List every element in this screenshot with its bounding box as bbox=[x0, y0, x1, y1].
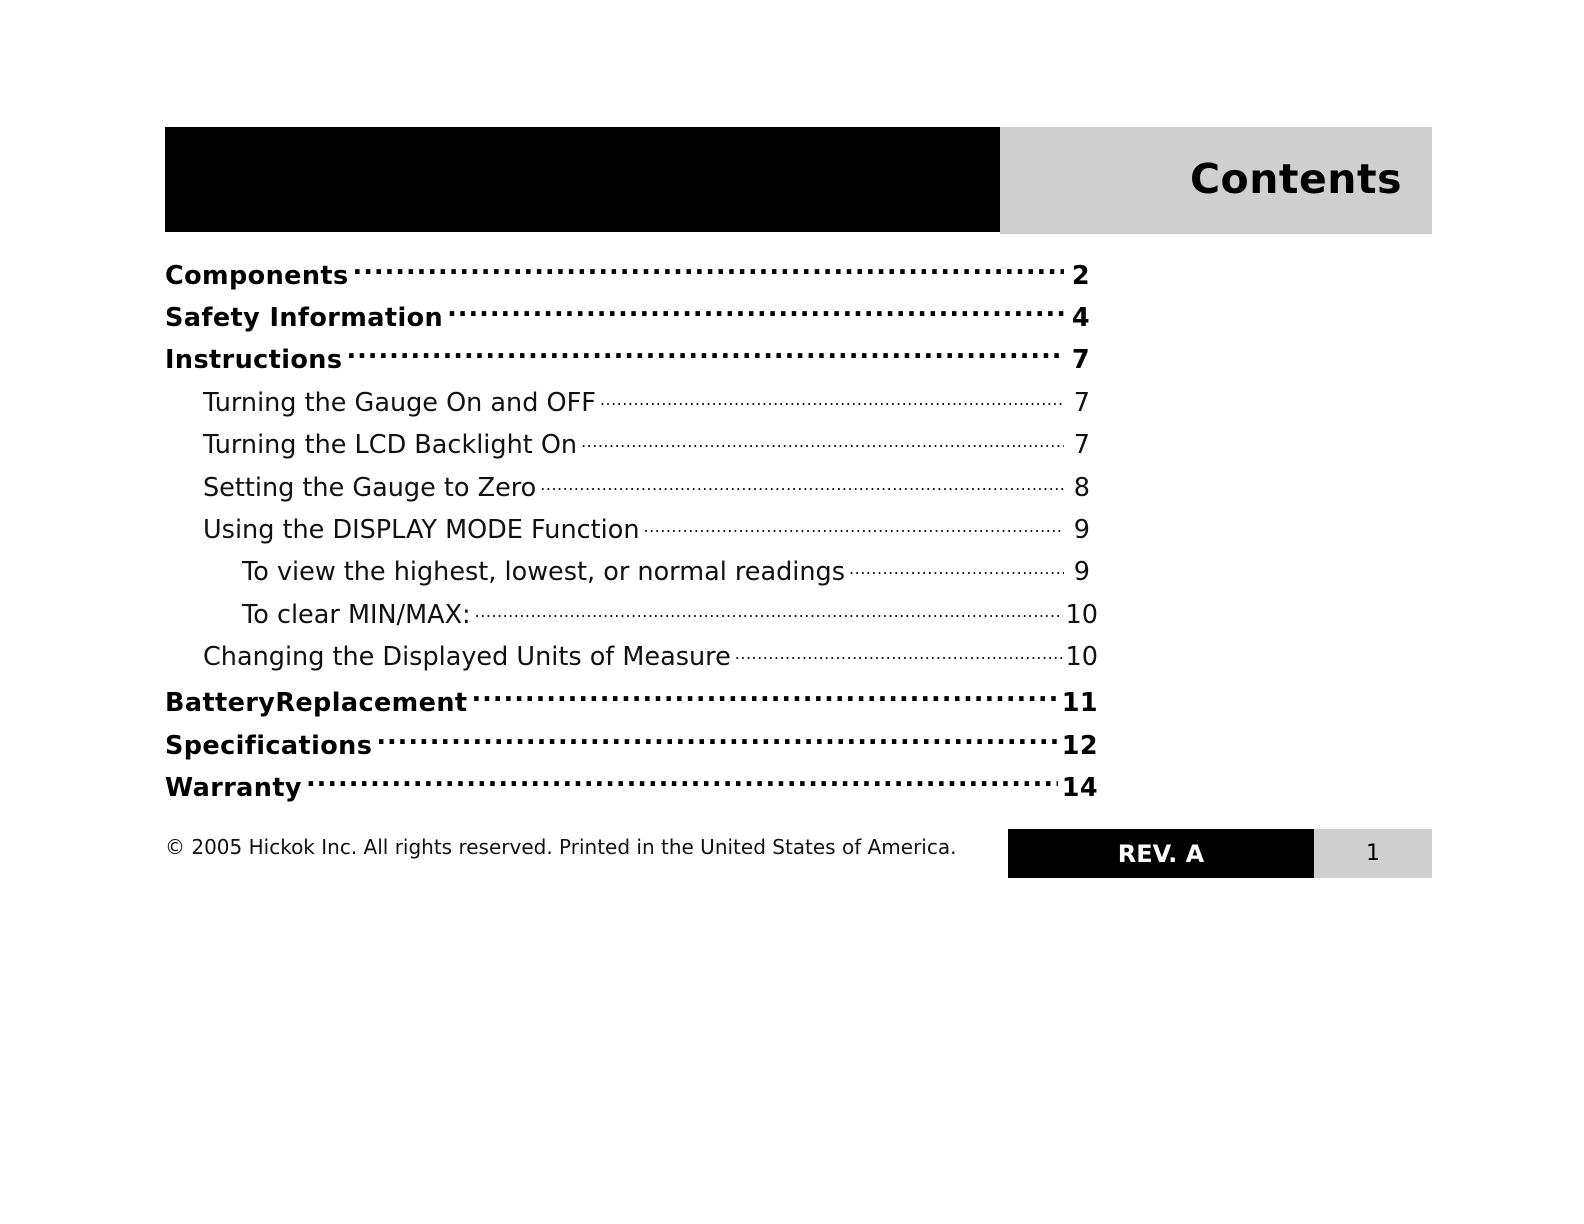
toc-dot-leader bbox=[540, 470, 1064, 496]
toc-entry-label: Using the DISPLAY MODE Function bbox=[203, 514, 640, 545]
toc-entry-page: 14 bbox=[1061, 772, 1098, 803]
toc-entry-instructions[interactable] bbox=[165, 342, 1090, 375]
toc-entry-label: Instructions bbox=[165, 344, 343, 375]
toc-entry-units-of-measure[interactable] bbox=[165, 639, 1098, 672]
toc-dot-leader bbox=[447, 300, 1064, 326]
toc-entry-safety-information[interactable] bbox=[165, 300, 1090, 333]
toc-dot-leader bbox=[581, 427, 1064, 453]
toc-entry-page: 10 bbox=[1065, 599, 1098, 630]
toc-entry-page: 9 bbox=[1073, 514, 1090, 545]
toc-entry-page: 8 bbox=[1073, 472, 1090, 503]
toc-entry-page: 7 bbox=[1073, 429, 1090, 460]
toc-entry-page: 9 bbox=[1073, 556, 1090, 587]
toc-dot-leader bbox=[471, 685, 1057, 711]
toc-entry-view-readings[interactable] bbox=[165, 554, 1090, 587]
toc-entry-label: BatteryReplacement bbox=[165, 687, 468, 718]
toc-entry-label: Specifications bbox=[165, 730, 373, 761]
toc-entry-components[interactable] bbox=[165, 258, 1090, 291]
toc-entry-page: 2 bbox=[1071, 260, 1090, 291]
header-black-bar bbox=[165, 127, 1000, 232]
toc-entry-label: To view the highest, lowest, or normal readings bbox=[242, 556, 846, 587]
toc-entry-display-mode[interactable] bbox=[165, 512, 1090, 545]
toc-entry-label: Safety Information bbox=[165, 302, 444, 333]
toc-dot-leader bbox=[644, 512, 1065, 538]
toc-entry-warranty[interactable] bbox=[165, 770, 1098, 803]
revision-badge: REV. A bbox=[1008, 829, 1314, 878]
toc-entry-label: To clear MIN/MAX: bbox=[242, 599, 471, 630]
toc-entry-label: Turning the LCD Backlight On bbox=[203, 429, 578, 460]
toc-entry-label: Warranty bbox=[165, 772, 302, 803]
toc-dot-leader bbox=[600, 385, 1064, 411]
toc-entry-page: 10 bbox=[1065, 641, 1098, 672]
toc-entry-page: 11 bbox=[1061, 687, 1098, 718]
toc-entry-gauge-zero[interactable] bbox=[165, 470, 1090, 503]
toc-entry-page: 4 bbox=[1071, 302, 1090, 333]
toc-dot-leader bbox=[735, 639, 1062, 665]
toc-entry-battery-replacement[interactable] bbox=[165, 685, 1098, 718]
toc-entry-lcd-backlight[interactable] bbox=[165, 427, 1090, 460]
toc-dot-leader bbox=[306, 770, 1058, 796]
toc-dot-leader bbox=[346, 342, 1064, 368]
copyright-notice: © 2005 Hickok Inc. All rights reserved. Printed in the United States of America. bbox=[165, 835, 957, 859]
toc-entry-clear-min-max[interactable] bbox=[165, 597, 1098, 630]
page-title: Contents bbox=[1189, 155, 1402, 203]
toc-entry-label: Setting the Gauge to Zero bbox=[203, 472, 537, 503]
toc-dot-leader bbox=[475, 597, 1062, 623]
toc-entry-turning-gauge-on-off[interactable] bbox=[165, 385, 1090, 418]
toc-dot-leader bbox=[376, 728, 1057, 754]
toc-entry-page: 7 bbox=[1071, 344, 1090, 375]
page-number: 1 bbox=[1314, 829, 1432, 878]
toc-entry-page: 7 bbox=[1073, 387, 1090, 418]
toc-entry-label: Turning the Gauge On and OFF bbox=[203, 387, 596, 418]
toc-entry-page: 12 bbox=[1061, 730, 1098, 761]
header-title-panel bbox=[1000, 127, 1432, 234]
toc-dot-leader bbox=[353, 258, 1064, 284]
toc-dot-leader bbox=[849, 554, 1064, 580]
toc-entry-label: Changing the Displayed Units of Measure bbox=[203, 641, 731, 672]
toc-entry-label: Components bbox=[165, 260, 349, 291]
toc-entry-specifications[interactable] bbox=[165, 728, 1098, 761]
